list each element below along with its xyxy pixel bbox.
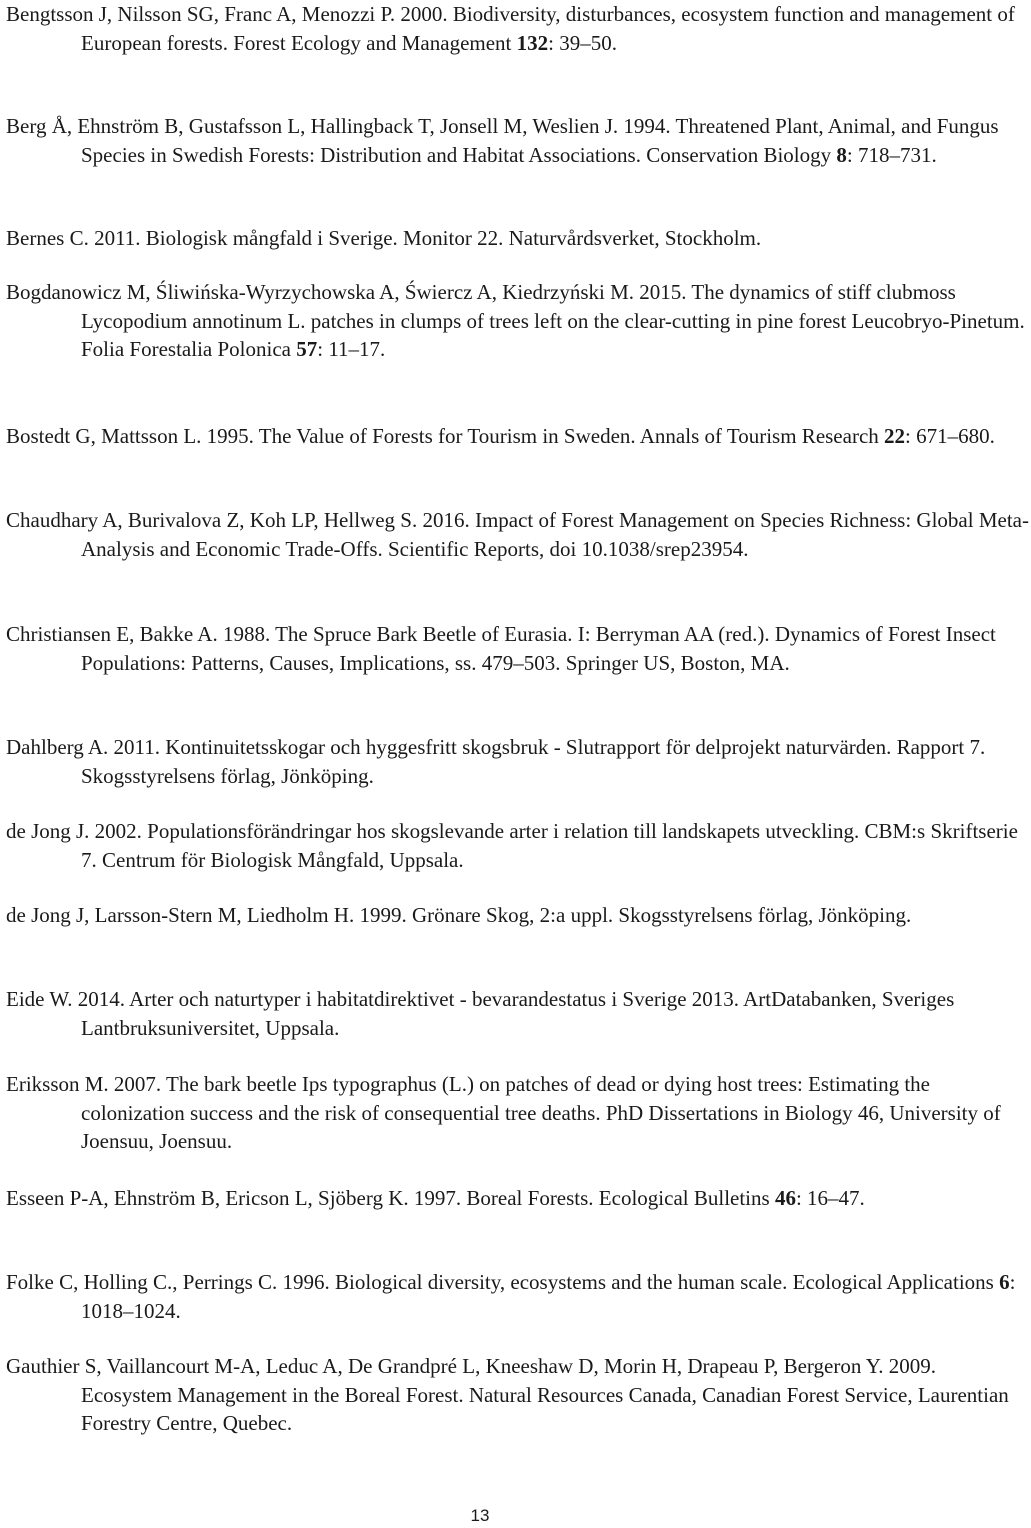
reference-text: Bogdanowicz M, Śliwińska-Wyrzychowska A, Świercz A, Kiedrzyński M. 2015. The dynamics of stiff clubmoss Lycopodium annotinum L. patches in clumps of trees left on the clear-cutting in pine forest Leucobryo-Pinetum. Folia Forestalia Polonica [6, 280, 1025, 361]
reference-text: : 718–731. [846, 142, 937, 167]
reference-text: : 11–17. [317, 337, 386, 361]
reference-entry [6, 224, 1031, 253]
reference-entry [6, 506, 1031, 563]
reference-volume: 22 [884, 424, 906, 448]
reference-entry [6, 112, 1031, 169]
reference-text: : 39–50. [548, 30, 617, 55]
reference-volume: 8 [836, 142, 847, 167]
reference-text: Esseen P-A, Ehnström B, Ericson L, Sjöberg K. 1997. Boreal Forests. Ecological Bulletins [6, 1186, 775, 1210]
reference-entry [6, 733, 1031, 790]
reference-text: Eriksson M. 2007. The bark beetle Ips typographus (L.) on patches of dead or dying host trees: Estimating the colonization success and the risk of consequential tree deaths. PhD Dissertations in Biology 46, University of Joensuu, Joensuu. [6, 1072, 1001, 1153]
reference-entry [6, 620, 1031, 677]
reference-entry [6, 1070, 1031, 1156]
reference-text: de Jong J, Larsson-Stern M, Liedholm H. 1999. Grönare Skog, 2:a uppl. Skogsstyrelsens förlag, Jönköping. [6, 903, 912, 927]
reference-text: Berg Å, Ehnström B, Gustafsson L, Hallingback T, Jonsell M, Weslien J. 1994. Threatened Plant, Animal, and Fungus Species in Swedish Forests: Distribution and Habitat Associations. Conservation Biology [6, 114, 999, 167]
reference-text: : 16–47. [795, 1186, 865, 1210]
reference-text: : 1018–1024. [81, 1270, 1016, 1323]
reference-volume: 6 [999, 1270, 1010, 1294]
reference-text: Eide W. 2014. Arter och naturtyper i habitatdirektivet - bevarandestatus i Sverige 2013. ArtDatabanken, Sveriges Lantbruksuniversitet, Uppsala. [6, 987, 955, 1040]
reference-text: Bengtsson J, Nilsson SG, Franc A, Menozzi P. 2000. Biodiversity, disturbances, ecosystem function and management of European forests. Forest Ecology and Management [6, 2, 1015, 55]
reference-text: Bostedt G, Mattsson L. 1995. The Value of Forests for Tourism in Sweden. Annals of Tourism Research [6, 424, 885, 448]
reference-text: Chaudhary A, Burivalova Z, Koh LP, Hellweg S. 2016. Impact of Forest Management on Species Richness: Global Meta-Analysis and Economic Trade-Offs. Scientific Reports, doi 10.1038/srep23954. [6, 508, 1029, 561]
reference-volume: 46 [774, 1186, 796, 1210]
reference-entry [6, 1184, 1031, 1213]
reference-entry [6, 0, 1031, 57]
reference-volume: 57 [296, 337, 318, 361]
reference-text: Christiansen E, Bakke A. 1988. The Spruce Bark Beetle of Eurasia. I: Berryman AA (red.). Dynamics of Forest Insect Populations: Patterns, Causes, Implications, ss. 479–503. Springer US, Boston, MA. [6, 622, 996, 675]
reference-text: de Jong J. 2002. Populationsförändringar hos skogslevande arter i relation till landskapets utveckling. CBM:s Skriftserie 7. Centrum för Biologisk Mångfald, Uppsala. [6, 819, 1018, 872]
reference-text: Bernes C. 2011. Biologisk mångfald i Sverige. Monitor 22. Naturvårdsverket, Stockholm. [6, 226, 762, 250]
reference-text: Folke C, Holling C., Perrings C. 1996. Biological diversity, ecosystems and the human scale. Ecological Applications [6, 1270, 1000, 1294]
reference-entry [6, 278, 1031, 364]
reference-entry [6, 1268, 1031, 1325]
reference-volume: 132 [516, 30, 549, 55]
reference-text: : 671–680. [905, 424, 995, 448]
reference-text: Dahlberg A. 2011. Kontinuitetsskogar och hyggesfritt skogsbruk - Slutrapport för delprojekt naturvärden. Rapport 7. Skogsstyrelsens förlag, Jönköping. [6, 735, 986, 788]
reference-text: Gauthier S, Vaillancourt M-A, Leduc A, De Grandpré L, Kneeshaw D, Morin H, Drapeau P, Bergeron Y. 2009. Ecosystem Management in the Boreal Forest. Natural Resources Canada, Canadian Forest Service, Laurentian Forestry Centre, Quebec. [6, 1354, 1009, 1435]
reference-entry [6, 1352, 1031, 1438]
page-number: 13 [470, 1506, 490, 1525]
reference-entry [6, 422, 1031, 451]
reference-entry [6, 817, 1031, 874]
reference-entry [6, 901, 1031, 930]
reference-entry [6, 985, 1031, 1042]
